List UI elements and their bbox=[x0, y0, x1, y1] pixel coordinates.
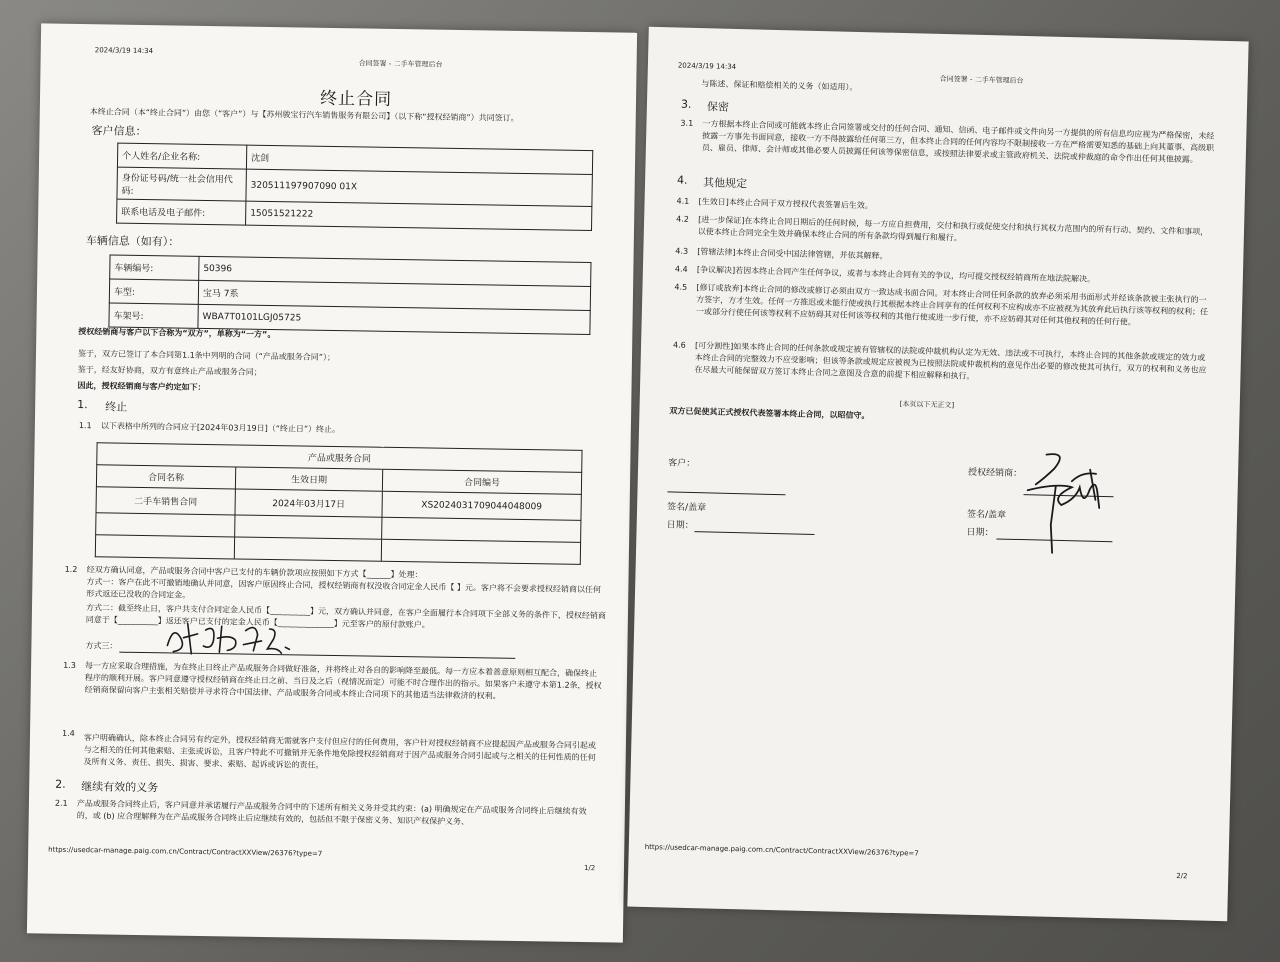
continued-line: 与陈述、保证和赔偿相关的义务（如适用）。 bbox=[701, 79, 858, 92]
section-4-number: 4. bbox=[676, 173, 688, 187]
contract-page-2 bbox=[627, 27, 1248, 921]
dealer-date-label: 日期： bbox=[966, 527, 994, 539]
section-2-title: 继续有效的义务 bbox=[81, 780, 159, 795]
customer-signature-label: 客户： bbox=[668, 458, 696, 470]
clause-4-5-number: 4.5 bbox=[674, 282, 688, 292]
vehicle-value: 宝马 7系 bbox=[198, 280, 590, 310]
table-cell bbox=[382, 517, 581, 542]
table-cell bbox=[96, 513, 235, 537]
whereas-2: 鉴于，经友好协商，双方有意终止产品或服务合同； bbox=[77, 364, 262, 377]
section-1-number: 1. bbox=[77, 397, 88, 412]
customer-value: 320511197907090 01X bbox=[246, 169, 592, 206]
contract-page-1 bbox=[27, 23, 637, 942]
clause-4-4-number: 4.4 bbox=[674, 264, 688, 274]
table-cell bbox=[234, 537, 381, 561]
section-3-number: 3. bbox=[680, 97, 692, 111]
table-cell bbox=[95, 535, 234, 559]
clause-2-1-number: 2.1 bbox=[54, 798, 68, 808]
vehicle-value: 50396 bbox=[199, 256, 591, 286]
clause-1-4-text: 客户明确确认，除本终止合同另有约定外，授权经销商无需就客户支付但应付的任何费用，客户针对授权经销商不应提起因产品或服务合同引起或与之相关的任何其他索赔、主张或诉讼，且客户特此不可撤销并无条件地免除授权经销商对于因产品或服务合同引起或与之相关的任何性质的任何及所有义务、责任、损失、损害、要求、索赔、起诉或诉讼的责任。 bbox=[83, 733, 596, 770]
vehicle-info-heading: 车辆信息（如有）： bbox=[85, 234, 180, 249]
table-cell: XS2024031709044048009 bbox=[382, 491, 581, 520]
clause-4-5-text: [修订或放弃]本终止合同的修改或修订必须由双方一致达成书面合同。对本终止合同任何条款的放弃必须采用书面形式并经该条款被主张执行的一方签字，方才生效。任何一方推迟或未能行使或执行其根据本终止合同享有的任何权利不应构成亦不应被视为其放弃此后执行该等权利的权利；任一或部分行使任何该等权利不应妨碍其对任何该等权利的其他行使或进一步行使，亦不应妨碍其对任何其他权利的任何行使。 bbox=[695, 283, 1209, 327]
clause-1-2-option-1: 方式一：客户在此不可撤销地确认并同意，因客户原因终止合同，授权经销商有权没收合同定金人民币【 】元。客户将不会要求授权经销商以任何形式返还已没收的合同定金。 bbox=[86, 577, 601, 600]
clause-4-6-text: [可分割性]如果本终止合同的任何条款或规定被有管辖权的法院或仲裁机构认定为无效、违法或不可执行，本终止合同的其他条款或规定的效力或本终止合同的完整效力不应受影响；但该等条款或规定应被视为已按照法院或仲裁机构的意见作出必要的修改使其可执行，双方的权利和义务也应在尽最大可能保留双方签订本终止合同之意图及合意的前提下相应解释和执行。 bbox=[694, 341, 1207, 381]
clause-3-1-number: 3.1 bbox=[680, 118, 694, 128]
end-of-text-note: [本页以下无正文] bbox=[899, 400, 955, 410]
clause-1-3-text: 每一方应采取合理措施，为在终止日终止产品或服务合同做好准备，并将终止对各自的影响降至最低。每一方应本着善意原则相互配合，确保终止程序的顺利开展。客户同意遵守授权经销商在终止日之前、当日及之后（视情况而定）可能不时合理作出的指示。如果客户未遵守本第1.2条，授权经销商保留向客户主张相关赔偿并寻求符合中国法律、产品或服务合同或本终止合同项下的其他适当法律救济的权利。 bbox=[84, 661, 602, 701]
clause-4-3-number: 4.3 bbox=[675, 246, 689, 256]
column-header: 合同编号 bbox=[382, 469, 581, 494]
clause-1-2-number: 1.2 bbox=[64, 564, 78, 575]
print-header-title: 合同签署 - 二手车管理后台 bbox=[358, 59, 443, 69]
clause-1-2-text: 经双方确认同意，产品或服务合同中客户已支付的车辆价款项应按照如下方式【______】处理： bbox=[86, 565, 423, 580]
intro-paragraph: 本终止合同（本“终止合同”）由您（“客户”）与【苏州骏宝行汽车销售服务有限公司】（以下称“授权经销商”）共同签订。 bbox=[89, 107, 519, 123]
option-3-blank-line bbox=[119, 652, 515, 659]
clause-4-4-text: [争议解决]若因本终止合同产生任何争议，或者与本终止合同有关的争议，均可提交授权经销商所在地法院解决。 bbox=[696, 265, 1096, 284]
column-header: 生效日期 bbox=[235, 467, 382, 491]
witness-clause: 双方已促使其正式授权代表签署本终止合同，以昭信守。 bbox=[669, 406, 870, 421]
customer-label: 身份证号码/统一社会信用代码: bbox=[117, 167, 246, 201]
customer-info-table bbox=[116, 143, 593, 231]
customer-date-line bbox=[695, 531, 815, 535]
footer-url: https://usedcar-manage.paig.com.cn/Contract/ContractXXView/26376?type=7 bbox=[48, 845, 323, 858]
section-1-title: 终止 bbox=[105, 400, 128, 414]
print-header-title: 合同签署 - 二手车管理后台 bbox=[939, 74, 1024, 85]
customer-label: 联系电话及电子邮件: bbox=[117, 199, 246, 225]
customer-info-heading: 客户信息： bbox=[91, 124, 147, 139]
clause-1-1-number: 1.1 bbox=[78, 421, 92, 431]
table-cell bbox=[235, 515, 382, 539]
terminated-contracts-table bbox=[95, 442, 583, 565]
footer-url: https://usedcar-manage.paig.com.cn/Contract/ContractXXView/26376?type=7 bbox=[644, 842, 919, 858]
dealer-signature-line bbox=[1024, 494, 1114, 497]
clause-4-1-number: 4.1 bbox=[676, 196, 690, 206]
vehicle-label: 车辆编号: bbox=[110, 255, 199, 280]
clause-1-2-option-2: 方式二：截至终止日，客户共支付合同定金人民币【__________】元，双方确认并同意，在客户全面履行本合同项下全部义务的条件下，授权经销商同意于【__________】返还客户已支付的定金人民币【______________】元至客户的原付款账户。 bbox=[85, 603, 607, 630]
dealer-date-line bbox=[996, 538, 1112, 542]
customer-date-label: 日期： bbox=[666, 520, 694, 532]
customer-sign-stamp-label: 签名/盖章 bbox=[666, 502, 707, 514]
section-4-title: 其他规定 bbox=[702, 176, 748, 191]
clause-4-2-text: [进一步保证]在本终止合同日期后的任何时候，每一方应自担费用，交付和执行或促使交付和执行其权力范围内的所有行动、契约、文件和事项，以使本终止合同完全生效并确保本终止合同的所有条款均得到履行和履行。 bbox=[697, 215, 1209, 243]
document-title: 终止合同 bbox=[319, 88, 393, 110]
whereas-1: 鉴于，双方已签订了本合同第1.1条中列明的合同（“产品或服务合同”）； bbox=[77, 348, 336, 363]
customer-label: 个人姓名/企业名称: bbox=[117, 143, 246, 169]
vehicle-value: WBA7T0101LGJ05725 bbox=[198, 304, 590, 334]
clause-2-1-text: 产品或服务合同终止后，客户同意并承诺履行产品或服务合同中的下述所有相关义务并受其约束：(a) 明确规定在产品或服务合同终止后继续有效的，或 (b) 应合理解释为在产品或服务合同终止后应继续有效的，包括但不限于保密义务、知识产权保护义务、 bbox=[76, 799, 587, 827]
customer-value: 15051521222 bbox=[246, 201, 592, 230]
clause-1-2-option-3: 方式三： bbox=[85, 641, 118, 651]
table-cell: 2024年03月17日 bbox=[235, 489, 382, 517]
dealer-signature-label: 授权经销商： bbox=[967, 467, 1023, 480]
clause-3-1-text: 一方根据本终止合同或可能就本终止合同签署或交付的任何合同、通知、信函、电子邮件或文件向另一方提供的所有信息均应视为严格保密，未经披露一方事先书面同意，接收一方不得披露给任何第三方，但本终止合同的任何内容均不限制接收一方在严格需要知悉的基础上向其董事、高级职员、雇员、律师、会计师或其他必要人员披露任何该等保密信息，或按照法律要求或主管政府机关、法院或仲裁庭的命令作出任何其他披露。 bbox=[701, 119, 1215, 165]
therefore-clause: 因此，授权经销商与客户约定如下： bbox=[77, 380, 206, 393]
clause-1-3-number: 1.3 bbox=[63, 660, 76, 670]
clause-1-4-number: 1.4 bbox=[61, 728, 75, 738]
clause-1-1-text: 以下表格中所列的合同应于[2024年03月19日]（“终止日”）终止。 bbox=[100, 421, 341, 435]
print-timestamp: 2024/3/19 14:34 bbox=[94, 46, 154, 56]
footer-page-number: 2/2 bbox=[1176, 871, 1188, 881]
table-cell bbox=[381, 539, 580, 564]
clause-4-6-number: 4.6 bbox=[672, 340, 686, 350]
customer-signature-line bbox=[667, 491, 785, 495]
section-2-number: 2. bbox=[55, 777, 66, 791]
parties-definition: 授权经销商与客户以下合称为“双方”，单称为“一方”。 bbox=[78, 326, 276, 340]
vehicle-label: 车架号: bbox=[109, 303, 198, 328]
dealer-sign-stamp-label: 签名/盖章 bbox=[966, 509, 1007, 521]
clause-4-1-text: [生效日]本终止合同于双方授权代表签署后生效。 bbox=[698, 197, 873, 211]
clause-4-2-number: 4.2 bbox=[676, 214, 689, 224]
clause-4-3-text: [管辖法律]本终止合同受中国法律管辖，并依其解释。 bbox=[697, 247, 888, 261]
column-header: 合同名称 bbox=[96, 465, 235, 489]
table-caption: 产品或服务合同 bbox=[97, 443, 582, 473]
vehicle-info-table bbox=[108, 254, 591, 335]
print-timestamp: 2024/3/19 14:34 bbox=[677, 61, 737, 71]
section-3-title: 保密 bbox=[706, 100, 730, 114]
vehicle-label: 车型: bbox=[109, 279, 198, 304]
customer-value: 沈剑 bbox=[246, 145, 592, 174]
footer-page-number: 1/2 bbox=[583, 864, 596, 873]
table-cell: 二手车销售合同 bbox=[96, 487, 235, 515]
